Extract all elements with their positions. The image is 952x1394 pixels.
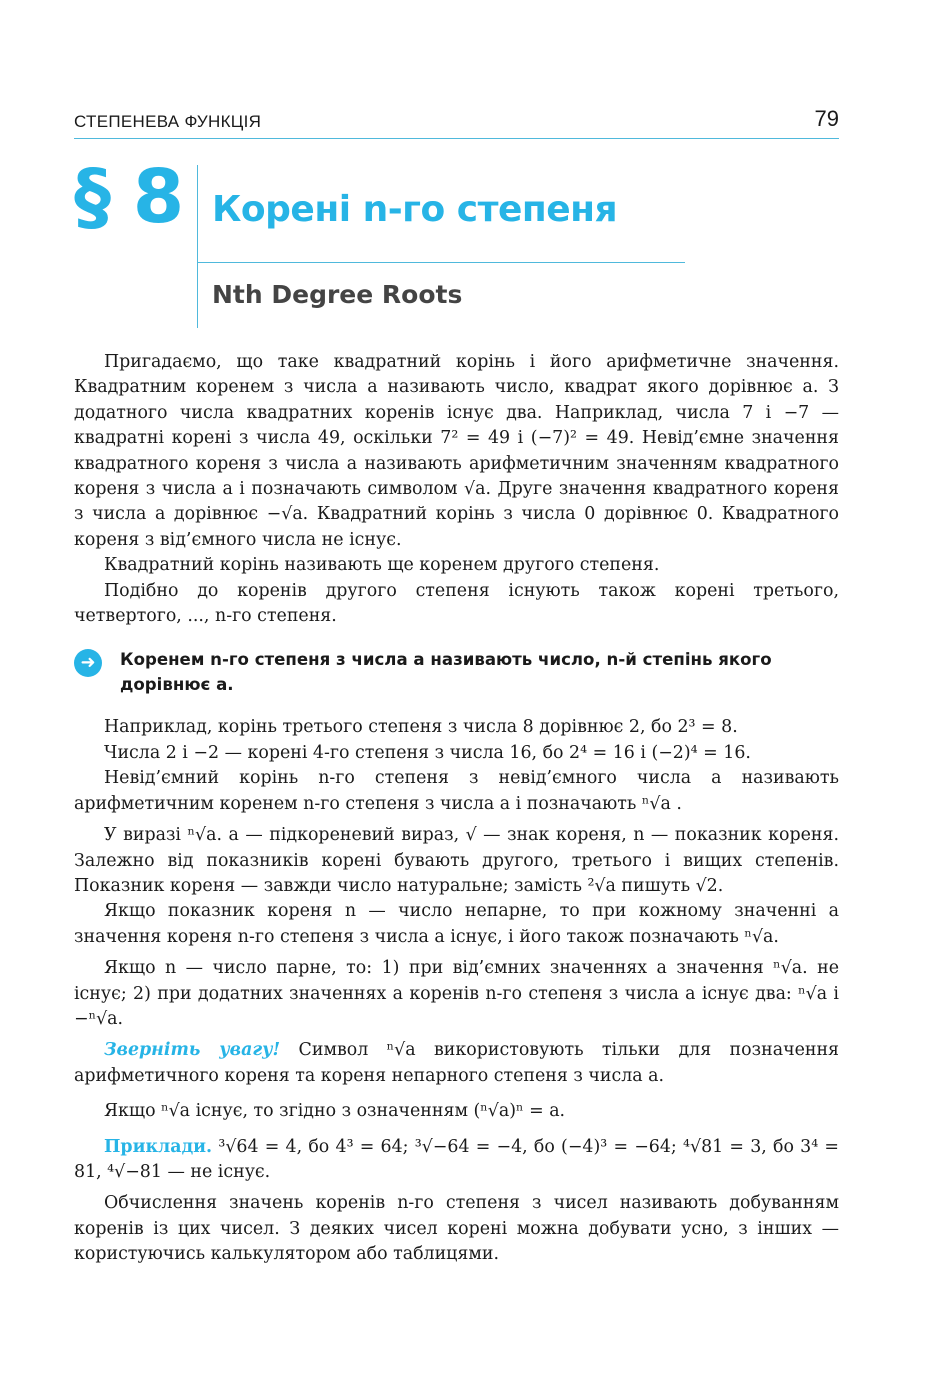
paragraph-note (74, 1038, 839, 1089)
paragraph-definition-consequence: Якщо ⁿ√a існує, то згідно з означенням (ⁿ√a)ⁿ = a. (104, 1101, 566, 1122)
running-head (74, 106, 839, 139)
section-divider-vertical (197, 165, 198, 328)
paragraph-example-fourth: Числа 2 і −2 — корені 4-го степеня з числа 16, бо 2⁴ = 16 і (−2)⁴ = 16. (104, 742, 751, 763)
note-text: Символ ⁿ√a використовують тільки для позначення арифметичного кореня та кореня непарного степеня з числа a. (74, 1040, 840, 1086)
paragraph-even: Якщо n — число парне, то: 1) при від’ємних значеннях a значення ⁿ√a. не існує; 2) при додатних значеннях a коренів n-го степеня з числа a існує два: ⁿ√a і −ⁿ√a. (74, 958, 839, 1029)
examples-label: Приклади. (104, 1136, 213, 1157)
section-title: Корені n-го степеня (212, 189, 618, 230)
arrow-right-icon: ➜ (74, 649, 102, 677)
paragraph-example-cube: Наприклад, корінь третього степеня з числа 8 дорівнює 2, бо 2³ = 8. (104, 717, 738, 738)
note-label: Зверніть увагу! (104, 1040, 281, 1061)
section-divider-horizontal (198, 262, 685, 263)
section-subtitle: Nth Degree Roots (212, 280, 463, 309)
section-number: § 8 (74, 154, 183, 240)
running-head-title: СТЕПЕНЕВА ФУНКЦІЯ (74, 112, 262, 131)
paragraph-odd: Якщо показник кореня n — число непарне, то при кожному значенні a значення кореня n-го степеня з числа a існує, і його також позначають ⁿ√a. (74, 901, 839, 947)
paragraph-examples (74, 1135, 839, 1186)
definition-block (74, 647, 839, 697)
definition-text: Коренем n-го степеня з числа a називають число, n-й степінь якого дорівнює a. (120, 650, 772, 695)
page-number: 79 (814, 106, 839, 131)
examples-text: ³√64 = 4, бо 4³ = 64; ³√−64 = −4, бо (−4)³ = −64; ⁴√81 = 3, бо 3⁴ = 81, ⁴√−81 — не існує. (74, 1136, 839, 1182)
body-text (74, 350, 839, 1268)
paragraph-higher-degrees: Подібно до коренів другого степеня існують також корені третього, четвертого, ..., n-го степеня. (74, 580, 839, 627)
paragraph-root-extraction: Обчислення значень коренів n-го степеня з чисел називають добуванням коренів із цих чисел. З деяких чисел корені можна добувати усно, з інших — користуючись калькулятором або таблицями. (74, 1193, 839, 1265)
paragraph-terms: У виразі ⁿ√a. a — підкореневий вираз, √ — знак кореня, n — показник кореня. Залежно від показників корені бувають другого, третього і вищих степенів. Показник кореня — завжди число натуральне; замість ²√a пишуть √2. (74, 825, 839, 896)
paragraph-intro: Пригадаємо, що таке квадратний корінь і його арифметичне значення. Квадратним коренем з числа a називають число, квадрат якого дорівнює a. З додатного числа квадратних коренів існує два. Наприклад, числа 7 і −7 — квадратні корені з числа 49, оскільки 7² = 49 і (−7)² = 49. Невід’ємне значення квадратного кореня з числа a називають арифметичним значенням квадратного кореня з числа a і позначають символом √a. Друге значення квадратного кореня з числа a дорівнює −√a. Квадратний корінь з числа 0 дорівнює 0. Квадратного кореня з від’ємного числа не існує. (74, 352, 839, 550)
paragraph-second-degree: Квадратний корінь називають ще коренем другого степеня. (104, 555, 660, 576)
paragraph-arithmetic-root: Невід’ємний корінь n-го степеня з невід’ємного числа a називають арифметичним коренем n-го степеня з числа a і позначають ⁿ√a . (74, 768, 839, 814)
